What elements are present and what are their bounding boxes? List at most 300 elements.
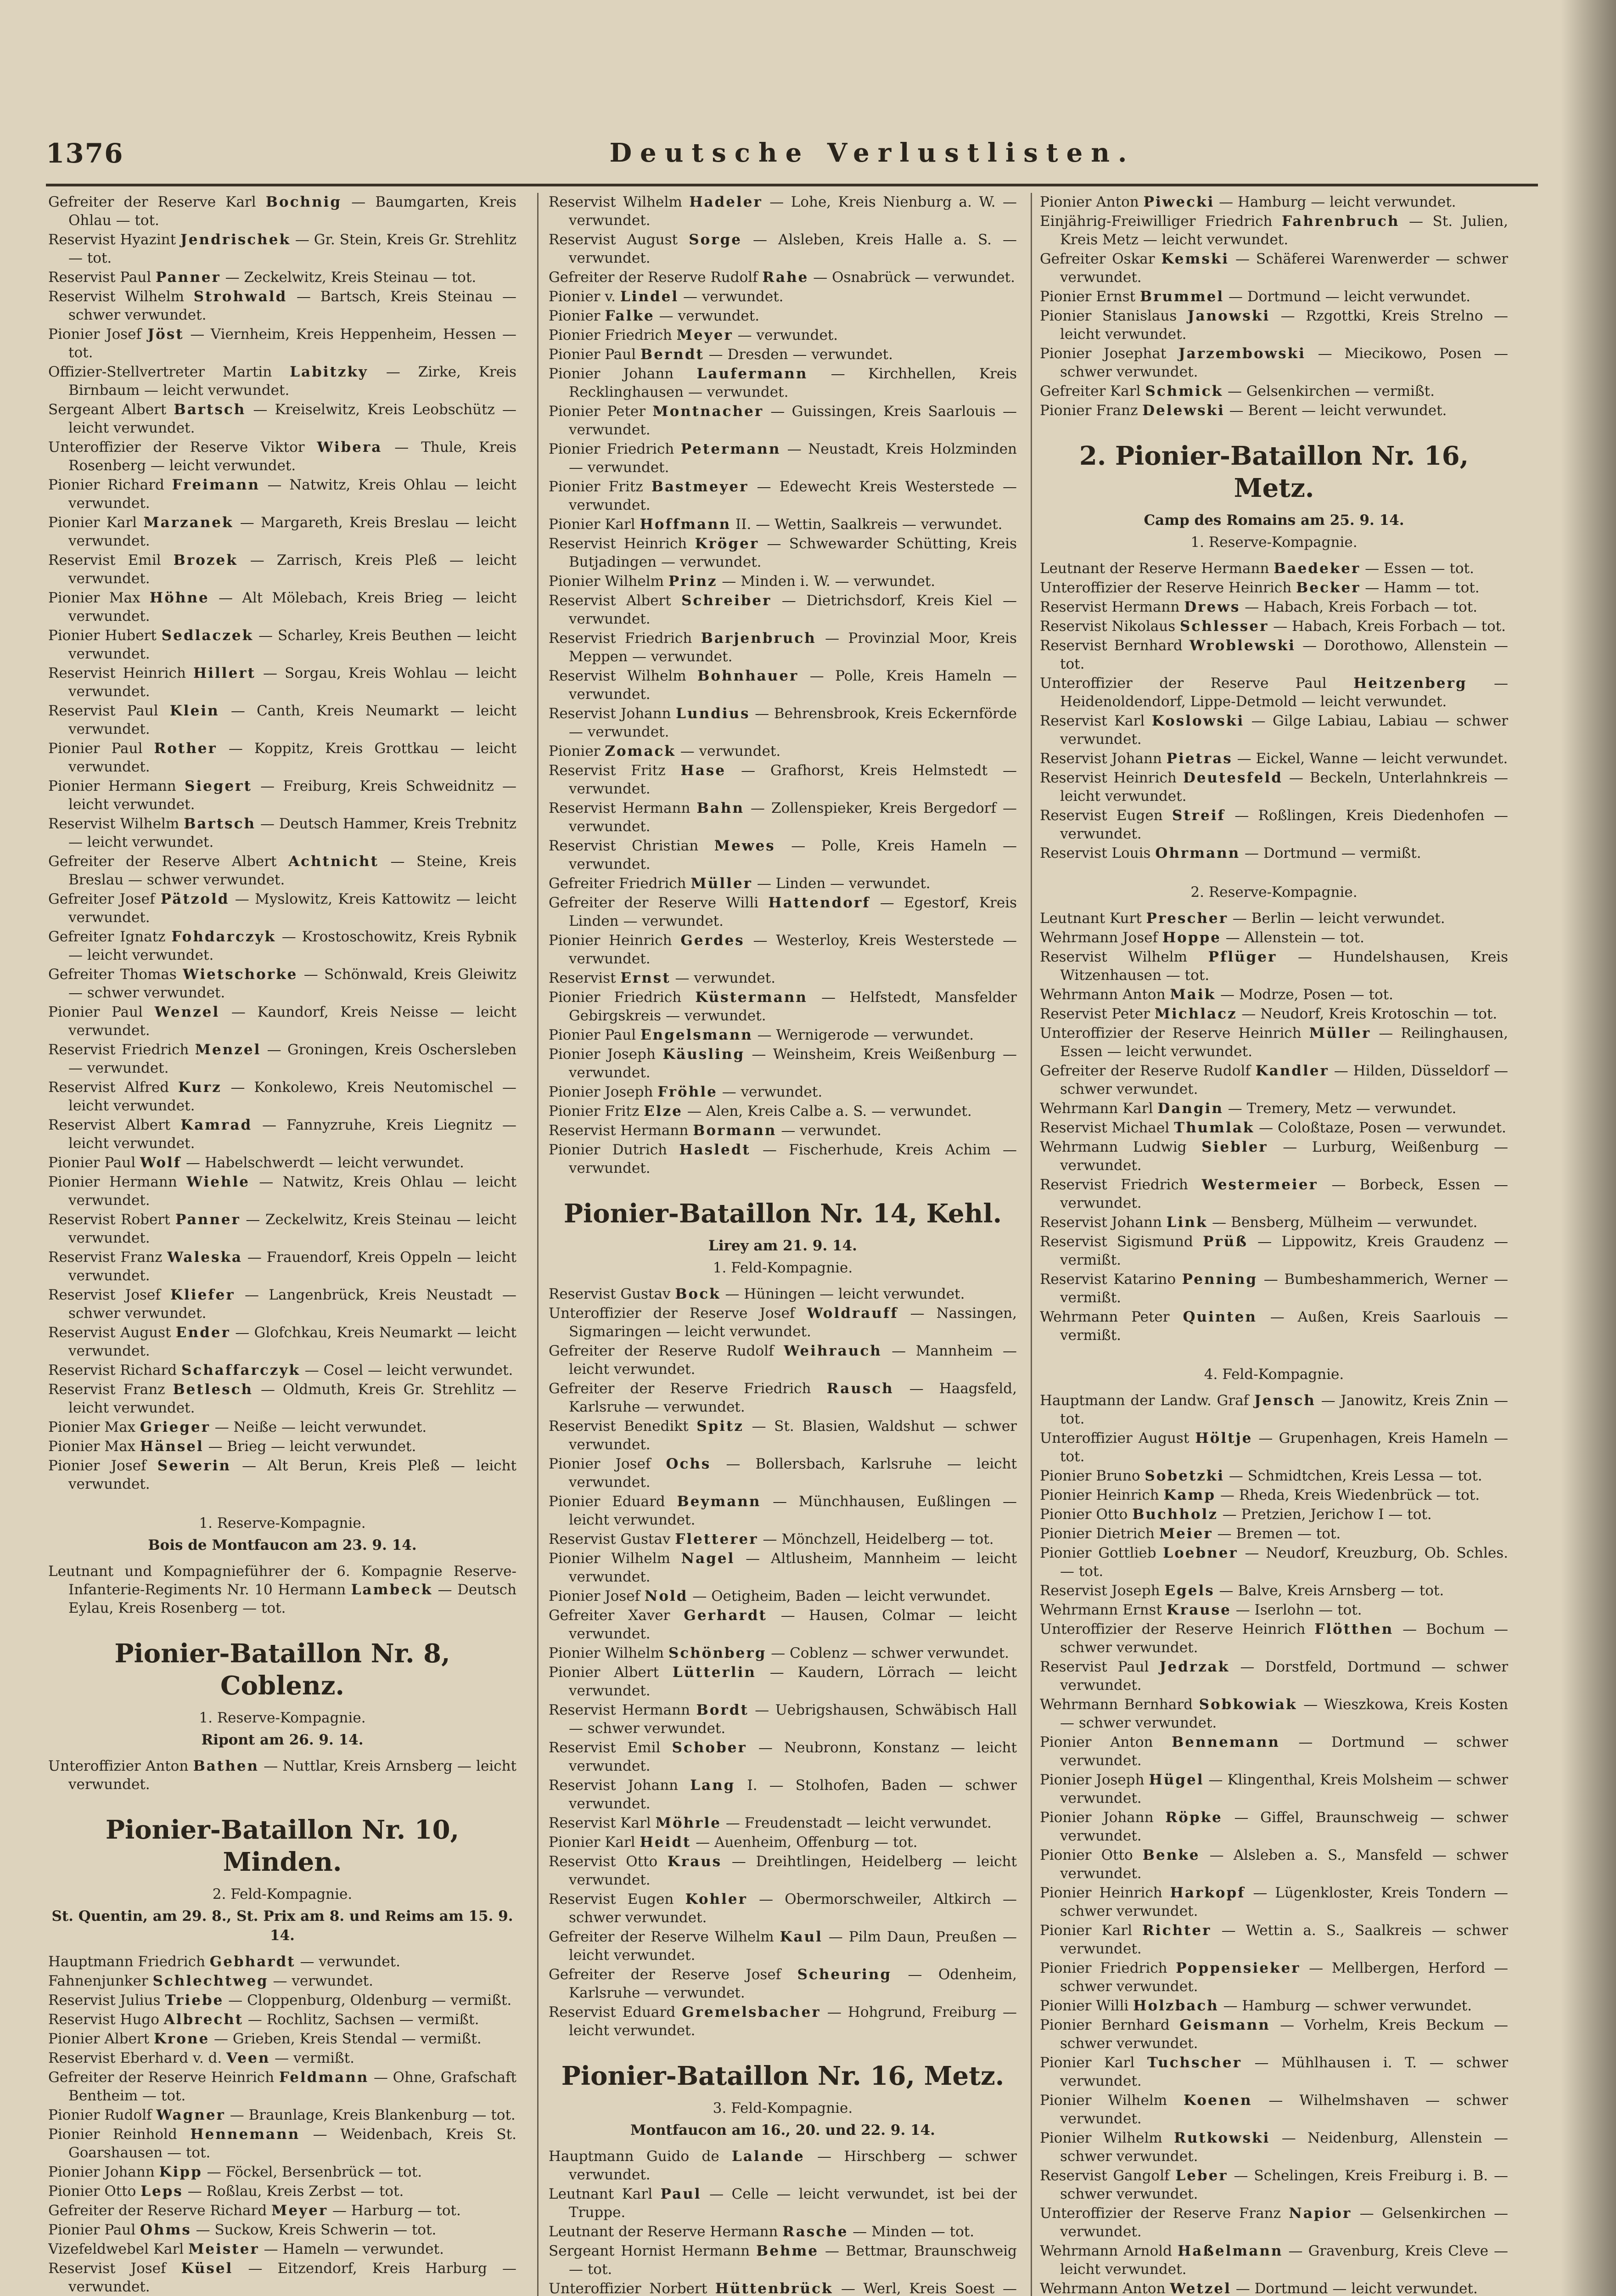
casualty-details: — verwundet. [295, 1953, 400, 1970]
casualty-rank: Sergeant Hornist Hermann [549, 2243, 757, 2259]
casualty-name: Fohdarczyk [171, 929, 276, 945]
casualty-rank: Leutnant der Reserve Hermann [1040, 560, 1274, 577]
casualty-rank: Reservist Karl [1040, 713, 1152, 729]
casualty-rank: Pionier Reinhold [48, 2126, 191, 2143]
casualty-details: — Vorhelm, Kreis Beckum — schwer verwundet. [1060, 2017, 1508, 2052]
casualty-entry [1040, 2242, 1508, 2279]
casualty-rank: Gefreiter der Reserve Karl [48, 194, 266, 210]
casualty-rank: Reservist Peter [1040, 1006, 1155, 1022]
casualty-name: Richter [1142, 1922, 1212, 1939]
company-label: 1. Reserve-Kompagnie. [199, 1515, 366, 1531]
casualty-name: Brozek [173, 552, 238, 568]
casualty-details: — Schelingen, Kreis Freiburg i. B. — schwer verwundet. [1060, 2167, 1508, 2202]
casualty-entry [549, 535, 1017, 571]
casualty-details: — Uebrigshausen, Schwäbisch Hall — schwer verwundet. [569, 1702, 1017, 1737]
casualty-entry [1040, 2054, 1508, 2090]
casualty-name: Albrecht [163, 2011, 244, 2028]
casualty-details: — Gilge Labiau, Labiau — schwer verwundet. [1060, 713, 1508, 748]
casualty-entry [48, 1173, 516, 1210]
casualty-name: Hasledt [679, 1142, 751, 1158]
casualty-details: — Borbeck, Essen — verwundet. [1060, 1176, 1508, 1211]
casualty-details: — Neiße — leicht verwundet. [210, 1419, 427, 1435]
casualty-name: Meyer [271, 2202, 328, 2219]
casualty-name: Freimann [172, 477, 260, 493]
casualty-rank: Reservist Fritz [549, 762, 681, 779]
casualty-details: — Freudenstadt — leicht verwundet. [721, 1815, 992, 1831]
casualty-rank: Unteroffizier der Reserve Josef [549, 1305, 807, 1322]
casualty-entry [549, 2279, 1017, 2296]
casualty-entry [1040, 1024, 1508, 1061]
casualty-details: — Odenheim, Karlsruhe — verwundet. [569, 1966, 1017, 2001]
casualty-entry [1040, 1099, 1508, 1118]
casualty-name: Panner [156, 269, 221, 286]
casualty-entry [48, 2221, 516, 2239]
casualty-details: — Heidenoldendorf, Lippe-Detmold — leicht verwundet. [1060, 675, 1508, 710]
casualty-details: — Margareth, Kreis Breslau — leicht verwundet. [68, 514, 516, 549]
casualty-name: Dangin [1157, 1100, 1223, 1117]
casualty-details: — Weinsheim, Kreis Weißenburg — verwundet. [569, 1046, 1017, 1081]
casualty-name: Napior [1289, 2205, 1352, 2222]
casualty-rank: Gefreiter Friedrich [549, 875, 691, 892]
casualty-entry [1040, 1062, 1508, 1098]
casualty-name: Hennemann [190, 2126, 300, 2143]
casualty-entry [549, 1492, 1017, 1529]
casualty-entry [549, 1026, 1017, 1044]
column-1 [48, 193, 516, 2296]
casualty-name: Schönberg [668, 1645, 767, 1661]
casualty-entry [549, 1141, 1017, 1177]
casualty-entry [1040, 1005, 1508, 1023]
casualty-name: Falke [605, 308, 655, 324]
casualty-rank: Reservist Johann [1040, 1214, 1167, 1231]
casualty-name: Küsel [181, 2260, 233, 2277]
casualty-details: — Thule, Kreis Rosenberg — leicht verwundet. [68, 439, 516, 474]
casualty-rank: Pionier Bernhard [1040, 2017, 1180, 2033]
casualty-entry [48, 513, 516, 550]
casualty-name: Petermann [680, 441, 781, 457]
casualty-name: Wenzel [154, 1004, 220, 1020]
casualty-rank: Pionier Fritz [549, 478, 651, 495]
casualty-name: Link [1166, 1214, 1208, 1231]
section-heading [549, 1198, 1017, 1277]
casualty-rank: Pionier Rudolf [48, 2107, 157, 2123]
casualty-details: — verwundet. [776, 1122, 881, 1139]
casualty-details: — Dortmund — vermißt. [1240, 845, 1421, 861]
casualty-details: — Hamm — tot. [1360, 580, 1480, 596]
casualty-rank: Reservist August [549, 231, 689, 248]
casualty-name: Kamp [1163, 1487, 1216, 1503]
casualty-details: — Grafhorst, Kreis Helmstedt — verwundet. [569, 762, 1017, 797]
casualty-details: — Lügenkloster, Kreis Tondern — schwer verwundet. [1060, 1885, 1508, 1919]
casualty-entry [549, 1121, 1017, 1140]
casualty-entry [48, 1248, 516, 1285]
casualty-entry [1040, 382, 1508, 400]
casualty-name: Fletterer [675, 1531, 758, 1548]
casualty-entry [48, 2182, 516, 2200]
casualty-details: — Wettin a. S., Saalkreis — schwer verwundet. [1060, 1922, 1508, 1957]
casualty-name: Streif [1172, 807, 1225, 824]
casualty-rank: Reservist Hyazint [48, 231, 181, 248]
casualty-details: — Dorothowo, Allenstein — tot. [1060, 637, 1508, 672]
casualty-name: Becker [1296, 580, 1361, 596]
casualty-details: — Mühlhausen i. T. — schwer verwundet. [1060, 2054, 1508, 2089]
casualty-entry [1040, 1138, 1508, 1175]
battle-place-date: St. Quentin, am 29. 8., St. Prix am 8. und Reims am 15. 9. 14. [51, 1908, 513, 1944]
casualty-name: Möhrle [655, 1815, 722, 1831]
casualty-name: Pietras [1166, 750, 1233, 767]
casualty-entry [549, 1814, 1017, 1832]
casualty-details: — Beckeln, Unterlahnkreis — leicht verwundet. [1060, 770, 1508, 805]
casualty-details: — Weidenbach, Kreis St. Goarshausen — tot. [68, 2126, 516, 2161]
casualty-entry [1040, 909, 1508, 928]
casualty-details: — Oetigheim, Baden — leicht verwundet. [688, 1588, 991, 1604]
casualty-details: — Bremen — tot. [1212, 1525, 1341, 1542]
casualty-entry [1040, 287, 1508, 306]
casualty-name: Nagel [681, 1550, 735, 1567]
casualty-entry [48, 1457, 516, 1493]
casualty-rank: Reservist Joseph [1040, 1582, 1165, 1599]
casualty-details: — Zeckelwitz, Kreis Steinau — leicht verwundet. [68, 1211, 516, 1246]
casualty-details: — Krostoschowitz, Kreis Rybnik — leicht verwundet. [68, 929, 516, 963]
casualty-rank: Pionier Karl [549, 1834, 640, 1851]
casualty-details: — Ohne, Grafschaft Bentheim — tot. [68, 2069, 516, 2104]
casualty-name: Michlacz [1154, 1006, 1237, 1022]
casualty-name: Jedrzak [1159, 1659, 1230, 1675]
casualty-rank: Einjährig-Freiwilliger Friedrich [1040, 213, 1282, 230]
casualty-details: — Bettmar, Braunschweig — tot. [569, 2243, 1017, 2278]
casualty-name: Schlechtweg [152, 1973, 269, 1989]
casualty-name: Ohms [140, 2222, 191, 2238]
casualty-rank: Leutnant der Reserve Hermann [549, 2223, 783, 2240]
casualty-rank: Gefreiter der Reserve Wilhelm [549, 1929, 780, 1945]
casualty-entry [549, 1833, 1017, 1851]
casualty-entry [48, 739, 516, 776]
casualty-name: Bordt [696, 1702, 749, 1718]
casualty-rank: Reservist Robert [48, 1211, 176, 1228]
casualty-details: — Deutsch Hammer, Kreis Trebnitz — leicht verwundet. [68, 816, 516, 850]
casualty-name: Bohnhauer [697, 668, 799, 684]
casualty-name: Gebhardt [209, 1953, 296, 1970]
casualty-entry [48, 965, 516, 1002]
casualty-name: Siegert [184, 778, 252, 794]
casualty-entry [48, 928, 516, 964]
casualty-name: Triebe [165, 1992, 224, 2009]
running-title: Deutsche Verlustlisten. [609, 138, 1135, 168]
casualty-entry [48, 815, 516, 851]
casualty-entry [1040, 1808, 1508, 1845]
casualty-entry [1040, 1846, 1508, 1883]
casualty-details: — Hamburg — leicht verwundet. [1214, 194, 1456, 210]
casualty-entry [549, 1965, 1017, 2002]
casualty-rank: Pionier Paul [48, 1004, 155, 1020]
casualty-name: Kemski [1161, 251, 1229, 267]
casualty-rank: Pionier Richard [48, 477, 172, 493]
casualty-name: Wagner [156, 2107, 225, 2123]
casualty-entry [1040, 929, 1508, 947]
casualty-name: Ochs [666, 1456, 711, 1472]
casualty-name: Buchholz [1132, 1506, 1218, 1523]
page-number: 1376 [46, 138, 124, 169]
casualty-entry [1040, 1391, 1508, 1428]
casualty-details: — Bochum — schwer verwundet. [1060, 1621, 1508, 1656]
casualty-entry [1040, 948, 1508, 985]
casualty-details: — Helfstedt, Mansfelder Gebirgskreis — verwundet. [569, 989, 1017, 1024]
casualty-details: — Scharley, Kreis Beuthen — leicht verwundet. [68, 627, 516, 662]
casualty-rank: Reservist Wilhelm [549, 668, 698, 684]
casualty-entry [48, 589, 516, 625]
casualty-entry [549, 969, 1017, 987]
casualty-entry [549, 591, 1017, 628]
casualty-rank: Pionier Hubert [48, 627, 162, 644]
casualty-rank: Gefreiter der Reserve Rudolf [549, 1343, 784, 1359]
casualty-entry [48, 2010, 516, 2029]
casualty-name: Piwecki [1143, 194, 1215, 210]
casualty-details: — verwundet. [717, 1084, 823, 1100]
casualty-name: Deutesfeld [1183, 770, 1283, 786]
column-2 [549, 193, 1017, 2296]
casualty-name: Bock [675, 1286, 721, 1302]
casualty-rank: Pionier Heinrich [549, 932, 681, 949]
company-label: 1. Reserve-Kompagnie. [1190, 534, 1358, 551]
casualty-name: Grieger [140, 1419, 210, 1435]
casualty-name: Hüttenbrück [715, 2280, 833, 2296]
casualty-name: Heitzenberg [1353, 675, 1467, 692]
casualty-details: — verwundet. [733, 327, 838, 343]
casualty-entry [48, 2030, 516, 2048]
page-header [46, 138, 1538, 179]
casualty-details: — Bartsch, Kreis Steinau — schwer verwundet. [68, 288, 516, 323]
casualty-entry [1040, 579, 1508, 597]
casualty-entry [1040, 1997, 1508, 2015]
casualty-details: — Harburg — tot. [328, 2202, 461, 2219]
casualty-name: Leber [1175, 2167, 1228, 2184]
casualty-rank: Unteroffizier der Reserve Heinrich [1040, 1025, 1309, 1041]
casualty-entry [48, 268, 516, 287]
section-heading [1040, 440, 1508, 552]
casualty-name: Fröhle [657, 1084, 718, 1100]
casualty-details: — Hamburg — schwer verwundet. [1218, 1998, 1472, 2014]
casualty-details: — Berent — leicht verwundet. [1224, 402, 1447, 419]
casualty-details: — Hausen, Colmar — leicht verwundet. [569, 1607, 1017, 1642]
casualty-name: Quinten [1183, 1309, 1257, 1325]
casualty-rank: Reservist Benedikt [549, 1418, 697, 1435]
casualty-name: Lindel [620, 288, 679, 305]
casualty-rank: Pionier Josef [48, 1458, 157, 1474]
casualty-entry [549, 1587, 1017, 1605]
casualty-details: — Nuttlar, Kreis Arnsberg — leicht verwundet. [68, 1758, 516, 1793]
casualty-entry [549, 1644, 1017, 1662]
casualty-rank: Wehrmann Arnold [1040, 2243, 1178, 2259]
casualty-rank: Reservist Josef [48, 1287, 171, 1303]
casualty-rank: Wehrmann Peter [1040, 1309, 1183, 1325]
casualty-entry [549, 287, 1017, 306]
casualty-entry [549, 988, 1017, 1025]
casualty-name: Waleska [167, 1249, 243, 1266]
casualty-name: Krone [153, 2031, 210, 2047]
casualty-rank: Reservist Josef [48, 2260, 181, 2277]
casualty-rank: Reservist Gustav [549, 1286, 675, 1302]
casualty-rank: Leutnant und Kompagnieführer der 6. Kompagnie Reserve-Infanterie-Regiments Nr. 10 Hermann [48, 1563, 516, 1598]
casualty-entry [549, 231, 1017, 267]
casualty-details: — Lurburg, Weißenburg — verwundet. [1060, 1139, 1508, 1174]
casualty-entry [549, 931, 1017, 968]
casualty-rank: Reservist Emil [549, 1739, 672, 1756]
casualty-details: — Dortmund — leicht verwundet. [1224, 288, 1470, 305]
casualty-entry [1040, 1658, 1508, 1694]
casualty-details: — Minden — tot. [848, 2223, 975, 2240]
casualty-entry [1040, 559, 1508, 578]
casualty-details: — Modrze, Posen — tot. [1216, 986, 1393, 1003]
casualty-rank: Reservist Paul [48, 269, 156, 286]
casualty-details: — Fischerhude, Kreis Achim — verwundet. [569, 1142, 1017, 1176]
casualty-details: — St. Blasien, Waldshut — schwer verwundet. [569, 1418, 1017, 1453]
casualty-rank: Reservist Alfred [48, 1079, 178, 1096]
casualty-details: — Guissingen, Kreis Saarlouis — verwundet. [569, 403, 1017, 438]
casualty-entry [549, 268, 1017, 287]
casualty-details: — Roßlingen, Kreis Diedenhofen — verwundet. [1060, 807, 1508, 842]
casualty-entry [549, 2147, 1017, 2184]
casualty-entry [549, 2003, 1017, 2040]
casualty-name: Wroblewski [1189, 637, 1296, 654]
casualty-entry [1040, 598, 1508, 616]
casualty-name: Feldmann [279, 2069, 369, 2086]
casualty-rank: Unteroffizier der Reserve Viktor [48, 439, 317, 456]
casualty-details: — Bensberg, Mülheim — verwundet. [1207, 1214, 1478, 1231]
casualty-rank: Pionier Josef [549, 1456, 666, 1472]
casualty-rank: Pionier Joseph [1040, 1772, 1149, 1788]
casualty-rank: Pionier Karl [549, 516, 640, 533]
casualty-entry [1040, 1959, 1508, 1996]
casualty-rank: Vizefeldwebel Karl [48, 2241, 189, 2257]
casualty-name: Kipp [159, 2164, 202, 2180]
casualty-entry [549, 1739, 1017, 1775]
casualty-details: — Hirschberg — schwer verwundet. [569, 2148, 1017, 2183]
casualty-entry [48, 664, 516, 701]
casualty-rank: Fahnenjunker [48, 1973, 153, 1989]
casualty-name: Betlesch [173, 1381, 253, 1398]
casualty-details: — verwundet. [675, 743, 781, 760]
casualty-name: Schmick [1145, 383, 1223, 400]
section-heading [1040, 883, 1508, 902]
casualty-details: — Langenbrück, Kreis Neustadt — schwer verwundet. [68, 1287, 516, 1322]
casualty-details: — Natwitz, Kreis Ohlau — leicht verwundet. [68, 1174, 516, 1209]
casualty-rank: Pionier Anton [1040, 1734, 1172, 1750]
casualty-rank: Reservist Albert [48, 1117, 181, 1133]
casualty-rank: Wehrmann Ernst [1040, 1602, 1167, 1618]
casualty-rank: Pionier Friedrich [549, 441, 681, 457]
casualty-rank: Gefreiter Josef [48, 891, 161, 907]
casualty-rank: Pionier Max [48, 1419, 140, 1435]
casualty-rank: Pionier Joseph [549, 1084, 658, 1100]
casualty-rank: Reservist Heinrich [1040, 770, 1183, 786]
casualty-entry [1040, 806, 1508, 843]
casualty-rank: Reservist Sigismund [1040, 1233, 1203, 1250]
casualty-name: Lambeck [351, 1581, 433, 1598]
casualty-entry [1040, 1601, 1508, 1619]
casualty-rank: Gefreiter Ignatz [48, 929, 172, 945]
casualty-name: Barjenbruch [701, 630, 816, 647]
battalion-title: Pionier-Bataillon Nr. 8, Coblenz. [114, 1638, 450, 1701]
casualty-entry [1040, 2204, 1508, 2241]
company-label: 1. Feld-Kompagnie. [713, 1260, 853, 1276]
casualty-rank: Pionier [549, 308, 605, 324]
casualty-entry [549, 478, 1017, 514]
casualty-entry [48, 1437, 516, 1456]
casualty-details: — Schwewarder Schütting, Kreis Butjadingen — verwundet. [569, 535, 1017, 570]
casualty-name: Bathen [193, 1758, 259, 1774]
casualty-entry [549, 874, 1017, 893]
casualty-details: — Canth, Kreis Neumarkt — leicht verwundet. [68, 703, 516, 737]
casualty-rank: Gefreiter der Reserve Richard [48, 2202, 272, 2219]
casualty-name: Paul [660, 2186, 701, 2202]
casualty-name: Lalande [732, 2148, 805, 2165]
casualty-rank: Reservist Eugen [1040, 807, 1173, 824]
casualty-rank: Pionier Karl [1040, 2054, 1147, 2071]
casualty-details: — Zirke, Kreis Birnbaum — leicht verwundet. [68, 364, 516, 399]
casualty-details: — Zeckelwitz, Kreis Steinau — tot. [220, 269, 477, 286]
casualty-details: — Gelsenkirchen — vermißt. [1223, 383, 1435, 400]
casualty-name: Klein [169, 703, 219, 719]
casualty-entry [549, 799, 1017, 836]
casualty-entry [549, 365, 1017, 401]
casualty-name: Röpke [1165, 1809, 1223, 1826]
casualty-rank: Reservist Paul [48, 703, 170, 719]
casualty-entry [48, 363, 516, 400]
casualty-name: Rother [154, 740, 217, 757]
casualty-name: Lütterlin [672, 1664, 756, 1681]
casualty-name: Siebler [1201, 1139, 1268, 1155]
casualty-rank: Unteroffizier der Reserve Paul [1040, 675, 1354, 692]
casualty-rank: Pionier Bruno [1040, 1468, 1145, 1484]
casualty-entry [549, 402, 1017, 439]
battle-place-date: Ripont am 26. 9. 14. [201, 1732, 364, 1748]
casualty-name: Berndt [640, 346, 704, 363]
casualty-entry [48, 1041, 516, 1077]
casualty-name: Hügel [1149, 1772, 1204, 1788]
casualty-name: Käusling [662, 1046, 745, 1063]
casualty-entry [48, 2259, 516, 2296]
casualty-rank: Unteroffizier August [1040, 1430, 1195, 1446]
casualty-details: — Tremery, Metz — verwundet. [1223, 1100, 1457, 1117]
casualty-rank: Pionier Franz [1040, 402, 1143, 419]
casualty-details: — Pilm Daun, Preußen — leicht verwundet. [569, 1929, 1017, 1964]
casualty-rank: Gefreiter der Reserve Rudolf [1040, 1063, 1256, 1079]
casualty-name: Leps [140, 2183, 183, 2200]
casualty-details: — verwundet. [670, 970, 776, 986]
casualty-rank: Gefreiter der Reserve Albert [48, 853, 289, 870]
casualty-details: — Westerloy, Kreis Westerstede — verwundet. [569, 932, 1017, 967]
casualty-name: Lundius [676, 705, 750, 722]
casualty-name: Wietschorke [183, 966, 298, 983]
casualty-rank: Reservist Wilhelm [48, 288, 194, 305]
casualty-entry [549, 345, 1017, 364]
casualty-name: Bartsch [184, 816, 256, 832]
casualty-details: — Dorstfeld, Dortmund — schwer verwundet. [1060, 1659, 1508, 1694]
casualty-details: — Hohgrund, Freiburg — leicht verwundet. [569, 2004, 1017, 2039]
casualty-rank: Pionier Friedrich [1040, 1960, 1176, 1976]
casualty-entry [48, 476, 516, 512]
casualty-entry [1040, 1429, 1508, 1466]
casualty-name: Jendrischek [180, 231, 291, 248]
casualty-name: Baedeker [1274, 560, 1361, 577]
section-heading [549, 2060, 1017, 2140]
casualty-details: — Habelschwerdt — leicht verwundet. [181, 1154, 464, 1171]
casualty-entry [1040, 1270, 1508, 1307]
casualty-name: Lang [690, 1777, 735, 1794]
casualty-entry [549, 1304, 1017, 1341]
casualty-name: Kurz [178, 1079, 222, 1096]
casualty-rank: Wehrmann Anton [1040, 2280, 1170, 2296]
